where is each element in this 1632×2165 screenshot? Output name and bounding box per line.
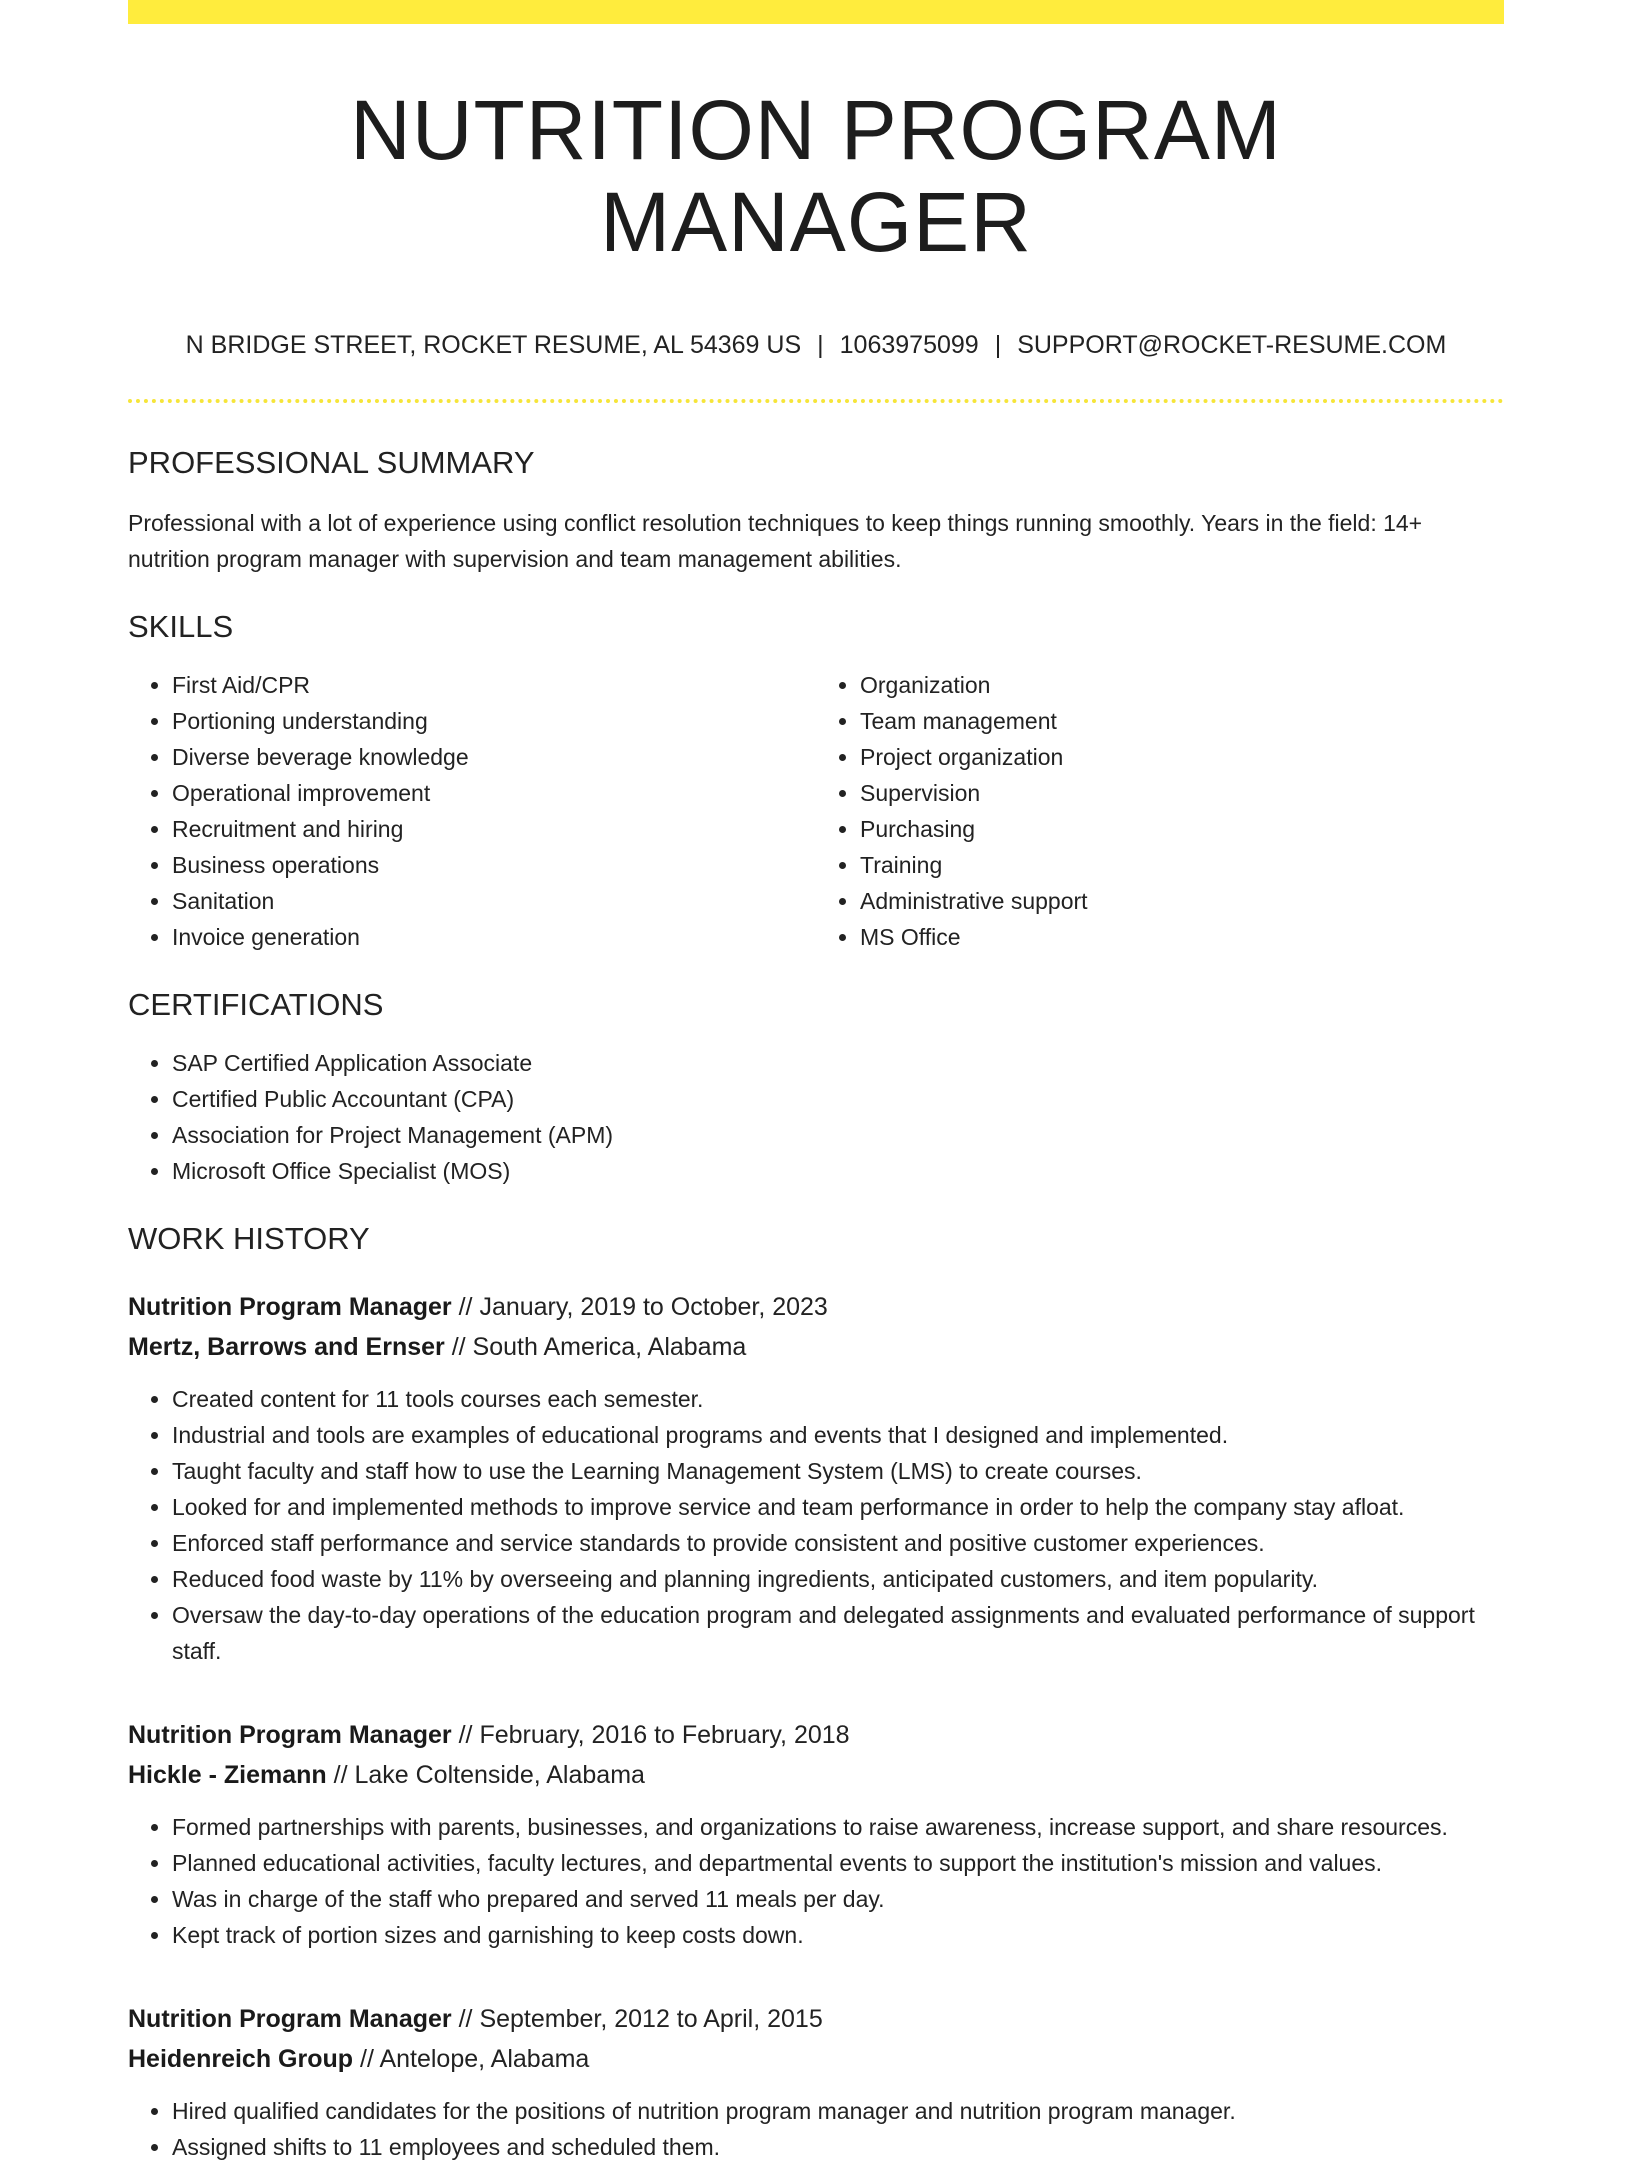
- contact-line: [128, 329, 1504, 361]
- skill-item: • Purchasing: [860, 811, 1504, 847]
- job-bullet: • Planned educational activities, faculty lectures, and departmental events to support the institution's mission and values.: [172, 1845, 1504, 1881]
- certification-item: • Microsoft Office Specialist (MOS): [172, 1153, 1504, 1189]
- job-role: Nutrition Program Manager: [128, 1292, 452, 1321]
- section-certifications: [128, 985, 1504, 1189]
- job-bullet: • Hired qualified candidates for the positions of nutrition program manager and nutrition program manager.: [172, 2093, 1504, 2129]
- certification-item: • Certified Public Accountant (CPA): [172, 1081, 1504, 1117]
- skills-list-right: [816, 667, 1504, 955]
- skill-item: • Operational improvement: [172, 775, 816, 811]
- contact-phone: 1063975099: [839, 330, 979, 359]
- job-company-line: [128, 1755, 1504, 1795]
- skill-item: • Training: [860, 847, 1504, 883]
- skill-item: • Organization: [860, 667, 1504, 703]
- job-bullet: • Formed partnerships with parents, businesses, and organizations to raise awareness, increase support, and share resources.: [172, 1809, 1504, 1845]
- section-work-history: [128, 1219, 1504, 2165]
- job-bullet: • Taught faculty and staff how to use the Learning Management System (LMS) to create courses.: [172, 1453, 1504, 1489]
- skill-item: • Administrative support: [860, 883, 1504, 919]
- job-bullet: • Oversaw the day-to-day operations of the education program and delegated assignments and evaluated performance of support staff.: [172, 1597, 1504, 1669]
- certifications-list: [128, 1045, 1504, 1189]
- skill-item: • Business operations: [172, 847, 816, 883]
- resume-title: NUTRITION PROGRAM MANAGER: [350, 83, 1282, 270]
- job-role-line: [128, 1999, 1504, 2039]
- job-bullet: • Created content for 11 tools courses each semester.: [172, 1381, 1504, 1417]
- job-bullet: • Kept track of portion sizes and garnishing to keep costs down.: [172, 1917, 1504, 1953]
- job-location: // Lake Coltenside, Alabama: [326, 1760, 645, 1789]
- resume-page: [128, 0, 1504, 2165]
- section-title-summary: PROFESSIONAL SUMMARY: [128, 444, 535, 480]
- section-skills: [128, 607, 1504, 955]
- job-entry: [128, 1287, 1504, 1669]
- job-bullet: • Was in charge of the staff who prepared and served 11 meals per day.: [172, 1881, 1504, 1917]
- skill-item: • MS Office: [860, 919, 1504, 955]
- skill-item: • Supervision: [860, 775, 1504, 811]
- section-title-work-history: WORK HISTORY: [128, 1220, 370, 1256]
- skill-item: • Diverse beverage knowledge: [172, 739, 816, 775]
- certification-item: • Association for Project Management (APM): [172, 1117, 1504, 1153]
- section-title-certifications: CERTIFICATIONS: [128, 986, 384, 1022]
- section-professional-summary: [128, 443, 1504, 577]
- skill-item: • Team management: [860, 703, 1504, 739]
- job-dates: // September, 2012 to April, 2015: [451, 2004, 823, 2033]
- job-company: Hickle - Ziemann: [128, 1760, 327, 1789]
- accent-top-bar: [128, 0, 1504, 24]
- skill-item: • Sanitation: [172, 883, 816, 919]
- job-dates: // January, 2019 to October, 2023: [451, 1292, 828, 1321]
- job-bullet: • Reduced food waste by 11% by overseeing and planning ingredients, anticipated customers, and item popularity.: [172, 1561, 1504, 1597]
- job-role-line: [128, 1287, 1504, 1327]
- job-bullet: • Looked for and implemented methods to improve service and team performance in order to help the company stay afloat.: [172, 1489, 1504, 1525]
- skill-item: • First Aid/CPR: [172, 667, 816, 703]
- job-role: Nutrition Program Manager: [128, 2004, 452, 2033]
- job-entry: [128, 1999, 1504, 2165]
- job-entry: [128, 1715, 1504, 1953]
- skills-list-left: [128, 667, 816, 955]
- contact-separator: |: [817, 330, 824, 359]
- contact-separator: |: [994, 330, 1002, 359]
- job-company-line: [128, 1327, 1504, 1367]
- job-company-line: [128, 2039, 1504, 2079]
- job-location: // Antelope, Alabama: [353, 2044, 590, 2073]
- section-title-skills: SKILLS: [128, 608, 234, 644]
- skill-item: • Project organization: [860, 739, 1504, 775]
- job-role: Nutrition Program Manager: [128, 1720, 452, 1749]
- job-company: Mertz, Barrows and Ernser: [128, 1332, 445, 1361]
- job-company: Heidenreich Group: [128, 2044, 354, 2073]
- certification-item: • SAP Certified Application Associate: [172, 1045, 1504, 1081]
- skill-item: • Invoice generation: [172, 919, 816, 955]
- job-bullet: • Assigned shifts to 11 employees and scheduled them.: [172, 2129, 1504, 2165]
- job-bullet-list: [128, 1381, 1504, 1669]
- skills-columns: [128, 667, 1504, 955]
- job-location: // South America, Alabama: [444, 1332, 747, 1361]
- contact-email: SUPPORT@ROCKET-RESUME.COM: [1017, 330, 1447, 359]
- job-bullet: • Enforced staff performance and service standards to provide consistent and positive customer experiences.: [172, 1525, 1504, 1561]
- job-bullet-list: [128, 1809, 1504, 1953]
- skill-item: • Portioning understanding: [172, 703, 816, 739]
- job-bullet: • Industrial and tools are examples of educational programs and events that I designed and implemented.: [172, 1417, 1504, 1453]
- job-bullet-list: [128, 2093, 1504, 2165]
- skill-item: • Recruitment and hiring: [172, 811, 816, 847]
- dotted-divider: [128, 399, 1504, 403]
- contact-address: N BRIDGE STREET, ROCKET RESUME, AL 54369 US: [185, 330, 802, 359]
- job-dates: // February, 2016 to February, 2018: [451, 1720, 850, 1749]
- summary-text: Professional with a lot of experience using conflict resolution techniques to keep things running smoothly. Years in the field: 14+ nutrition program manager with supervision and team management abilities.: [128, 509, 1423, 572]
- job-role-line: [128, 1715, 1504, 1755]
